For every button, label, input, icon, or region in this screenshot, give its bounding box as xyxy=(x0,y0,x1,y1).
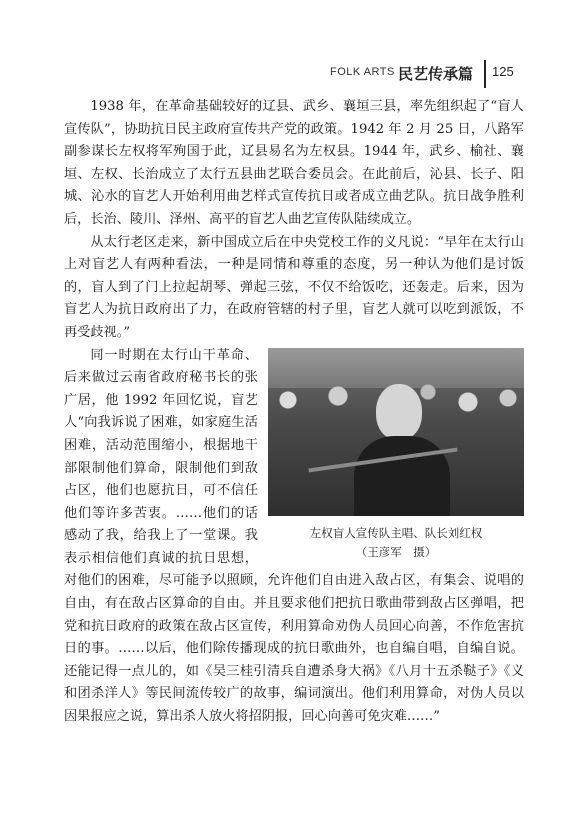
photo-singer-body xyxy=(354,436,450,516)
paragraph-2: 从太行老区走来，新中国成立后在中央党校工作的义凡说：“早年在太行山上对盲艺人有两种看法，一种是同情和尊重的态度，另一种认为他们是讨饭的，盲人到了门上拉起胡琴、弹起三弦，不仅不给饭吃，还轰走。后来，因为盲艺人为抗日政府出了力，在政府管辖的村子里，盲艺人就可以吃到派饭，不再受歧视。” xyxy=(64,234,524,340)
performer-photo xyxy=(268,348,524,516)
running-header xyxy=(0,66,579,90)
section-title-english: FOLK ARTS xyxy=(330,66,395,78)
paragraph-1: 1938 年，在革命基础较好的辽县、武乡、襄垣三县，率先组织起了“盲人宣传队”，协助抗日民主政府宣传共产党的政策。1942 年 2 月 25 日，八路军副参谋长左权将军殉国于此，辽县易名为左权县。1944 年，武乡、榆社、襄垣、左权、长治成立了太行五县曲艺联合委员会。在此前后，沁县、长子、阳城、沁水的盲艺人开始利用曲艺样式宣传抗日或者成立曲艺队。抗日战争胜利后，长治、陵川、泽州、高平的盲艺人曲艺宣传队陆续成立。 xyxy=(64,99,524,227)
photo-figure xyxy=(268,348,524,562)
article-body xyxy=(64,96,524,729)
section-title-chinese: 民艺传承篇 xyxy=(398,65,474,83)
caption-line-1: 左权盲人宣传队主唱、队长刘红权 xyxy=(309,525,483,540)
paragraph-3: 同一时期在太行山干革命、后来做过云南省政府秘书长的张广居，他 1992 年回忆说，盲艺人“向我诉说了困难，如家庭生活困难，活动范围缩小，根据地干部限制他们算命，限制他们到敌占区，他们也愿抗日，可不信任他们等许多苦衷。……他们的话感动了我，给我上了一堂课。我表示相信他们真诚的抗日思想，对他们的困难，尽可能予以照顾，允许他们自由进入敌占区，有集会、说唱的自由，有在敌占区算命的自由。并且要求他们把抗日歌曲带到敌占区弹唱，把党和抗日政府的政策在敌占区宣传，利用算命劝伪人员回心向善，不作危害抗日的事。……以后，他们除传播现成的抗日歌曲外，也自编自唱，自编自说。还能记得一点儿的，如《吴三桂引清兵自遭杀身大祸》《八月十五杀鞑子》《义和团杀洋人》等民间流传较广的故事，编词演出。他们利用算命，对伪人员以因果报应之说，算出杀人放火将招阴报，回心向善可免灾难……” xyxy=(64,347,524,725)
caption-line-2: （王彦军 摄） xyxy=(355,544,437,559)
header-divider xyxy=(484,60,486,88)
page-number: 125 xyxy=(492,64,514,79)
photo-singer-head xyxy=(376,384,422,440)
photo-caption xyxy=(268,524,524,562)
